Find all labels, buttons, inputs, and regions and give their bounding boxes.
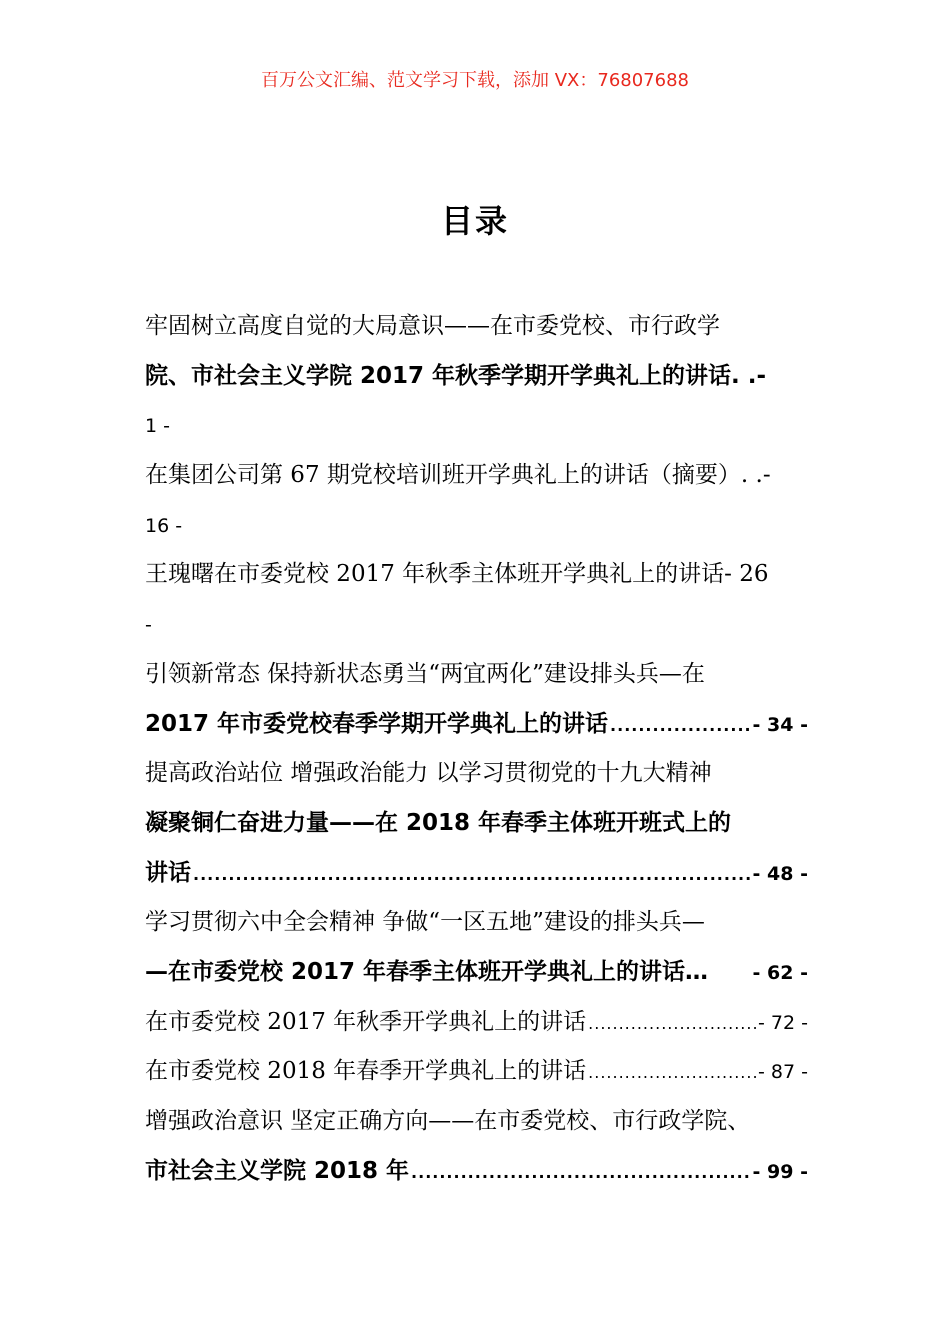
- toc-entry-text: 牢固树立高度自觉的大局意识——在市委党校、市行政学: [145, 313, 720, 339]
- dot-leader: [588, 1048, 756, 1097]
- toc-entry-4-line-2[interactable]: [145, 700, 808, 750]
- toc-entry-text: 在市委党校 2017 年秋季开学典礼上的讲话: [145, 1008, 587, 1035]
- toc-entry-text: 讲话: [145, 859, 191, 886]
- toc-entry-text: 2017 年市委党校春季学期开学典礼上的讲话: [145, 710, 609, 737]
- dot-leader: [610, 701, 751, 750]
- toc-entry-text: 院、市社会主义学院 2017 年秋季学期开学典礼上的讲话. .-: [145, 362, 767, 389]
- toc-entry-3-line-1[interactable]: [145, 550, 808, 600]
- dot-leader: [588, 999, 756, 1048]
- toc-page-number: - 62 -: [752, 961, 808, 984]
- toc-page-number: 1 -: [145, 415, 170, 438]
- toc-entry-5-line-2[interactable]: [145, 799, 808, 849]
- header-watermark-note: 百万公文汇编、范文学习下载，添加 VX：76807688: [261, 70, 689, 91]
- toc-entry-text: 凝聚铜仁奋进力量——在 2018 年春季主体班开班式上的: [145, 809, 732, 836]
- toc-entry-4-line-1[interactable]: [145, 650, 808, 700]
- toc-entry-text: 在市委党校 2018 年春季开学典礼上的讲话: [145, 1058, 587, 1085]
- toc-entry-text: 引领新常态 保持新状态勇当“两宜两化”建设排头兵—在: [145, 660, 705, 687]
- dot-leader: [193, 850, 751, 899]
- toc-page-number: - 48 -: [752, 862, 808, 885]
- toc-entry-text: 提高政治站位 增强政治能力 以学习贯彻党的十九大精神: [145, 760, 712, 787]
- toc-entry-text: 王瑰曙在市委党校 2017 年秋季主体班开学典礼上的讲话- 26: [145, 561, 769, 588]
- toc-entry-7-line-1[interactable]: [145, 998, 808, 1048]
- toc-entry-6-line-2[interactable]: [145, 948, 808, 998]
- toc-entry-2-line-1[interactable]: [145, 451, 808, 501]
- toc-entry-text: —在市委党校 2017 年春季主体班开学典礼上的讲话…: [145, 958, 709, 985]
- toc-entry-text: 市社会主义学院 2018 年: [145, 1157, 410, 1184]
- toc-page-number: - 34 -: [752, 713, 808, 736]
- toc-title: 目录: [440, 202, 509, 240]
- table-of-contents: [145, 302, 808, 1196]
- toc-entry-2-page-line[interactable]: [145, 501, 808, 551]
- toc-entry-3-page-line[interactable]: [145, 600, 808, 650]
- toc-entry-1-line-1[interactable]: [145, 302, 808, 352]
- toc-entry-6-line-1[interactable]: [145, 898, 808, 948]
- toc-page-number: -: [145, 614, 152, 637]
- dot-leader: [411, 1148, 751, 1197]
- toc-page-number: - 99 -: [752, 1160, 808, 1183]
- toc-entry-1-line-2[interactable]: [145, 352, 808, 402]
- toc-entry-text: 增强政治意识 坚定正确方向——在市委党校、市行政学院、: [145, 1108, 751, 1134]
- toc-page-number: - 87 -: [758, 1061, 808, 1084]
- toc-entry-5-line-3[interactable]: [145, 849, 808, 899]
- toc-page-number: - 72 -: [758, 1011, 808, 1034]
- toc-page-number: 16 -: [145, 514, 183, 537]
- toc-entry-9-line-2[interactable]: [145, 1147, 808, 1197]
- toc-entry-1-page-line[interactable]: [145, 401, 808, 451]
- toc-entry-text: 学习贯彻六中全会精神 争做“一区五地”建设的排头兵—: [145, 909, 705, 936]
- toc-entry-5-line-1[interactable]: [145, 749, 808, 799]
- toc-entry-text: 在集团公司第 67 期党校培训班开学典礼上的讲话（摘要）. .-: [145, 462, 771, 489]
- toc-entry-9-line-1[interactable]: [145, 1097, 808, 1147]
- toc-entry-8-line-1[interactable]: [145, 1047, 808, 1097]
